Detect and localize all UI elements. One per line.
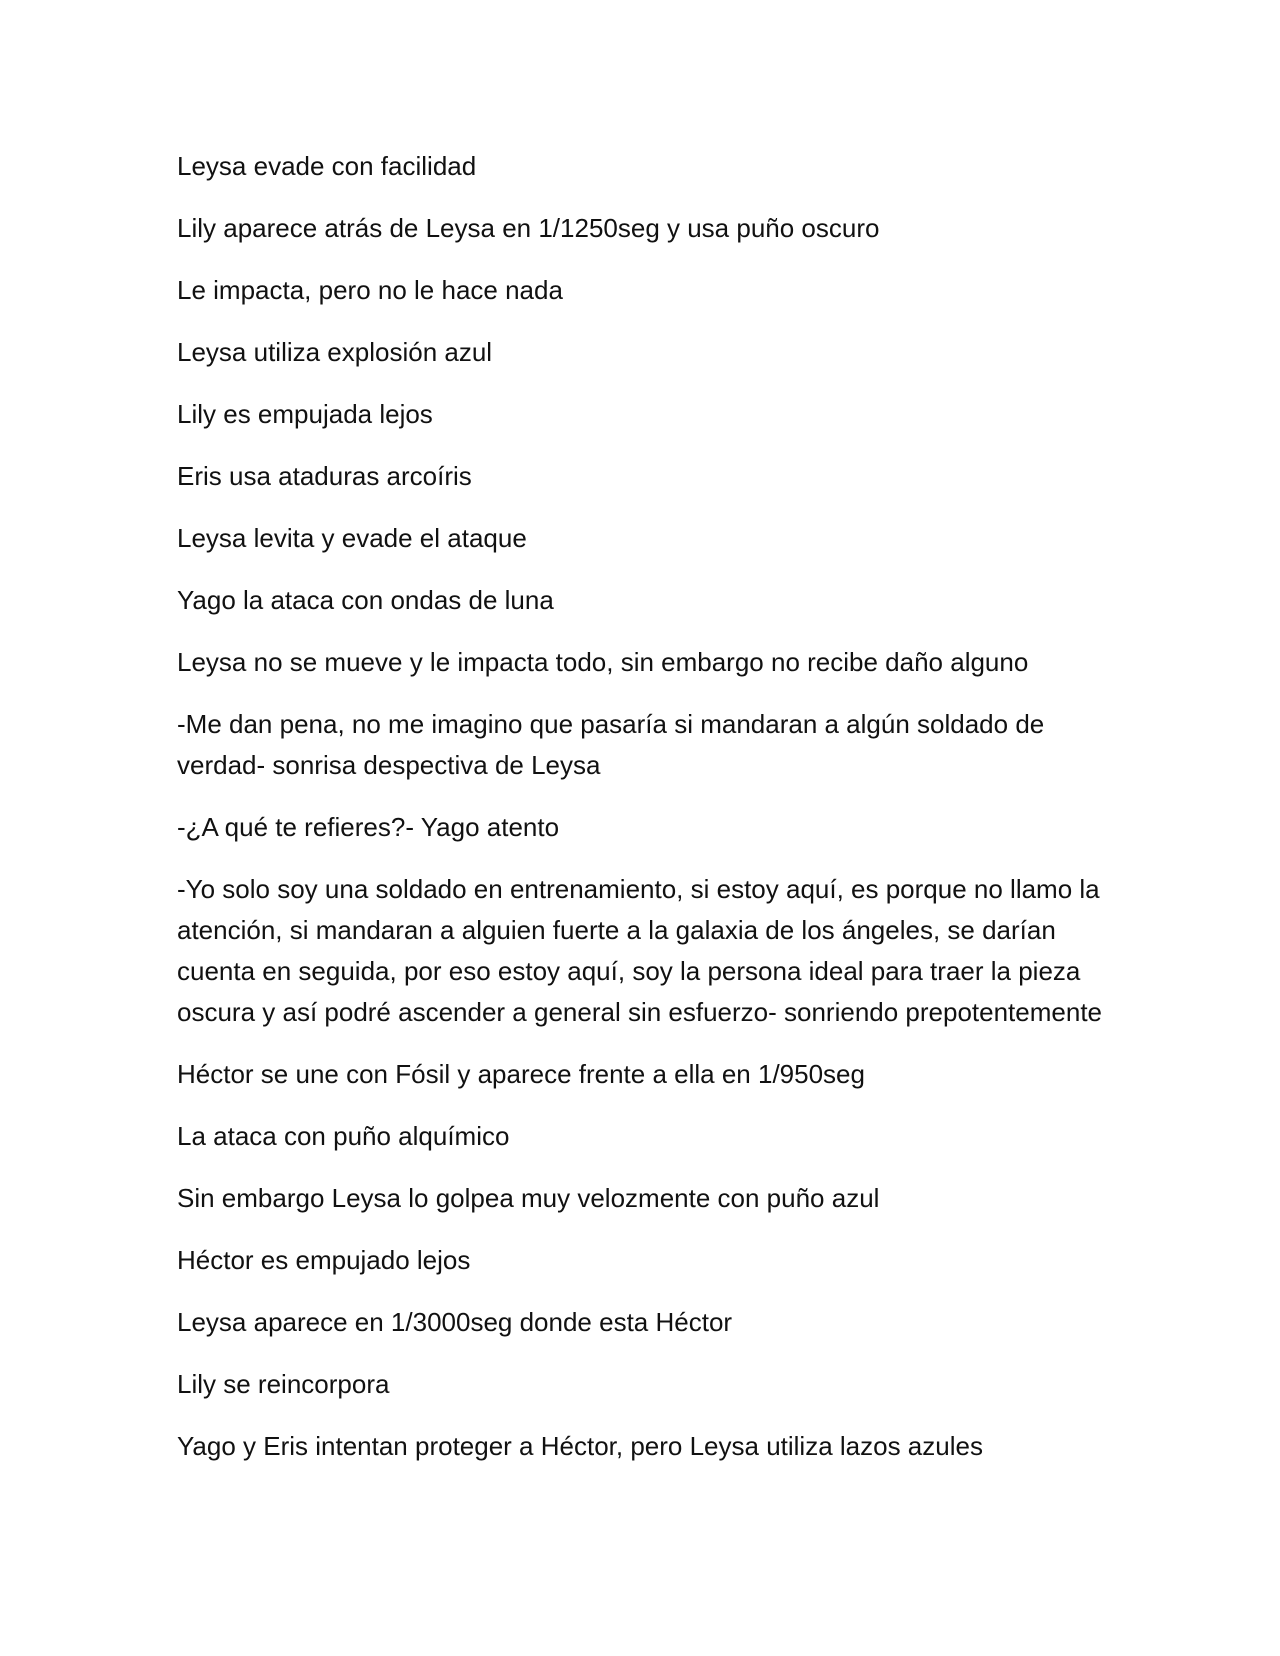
paragraph: Leysa aparece en 1/3000seg donde esta Héctor (177, 1307, 733, 1337)
paragraph: Leysa no se mueve y le impacta todo, sin embargo no recibe daño alguno (177, 647, 1029, 677)
paragraph: Héctor se une con Fósil y aparece frente a ella en 1/950seg (177, 1059, 865, 1089)
paragraph: Eris usa ataduras arcoíris (177, 461, 472, 491)
paragraph: Yago y Eris intentan proteger a Héctor, pero Leysa utiliza lazos azules (177, 1431, 983, 1461)
paragraph: Leysa levita y evade el ataque (177, 523, 527, 553)
paragraph: Leysa evade con facilidad (177, 151, 477, 181)
paragraph: Sin embargo Leysa lo golpea muy velozmente con puño azul (177, 1183, 880, 1213)
paragraph: La ataca con puño alquímico (177, 1121, 510, 1151)
paragraph: -¿A qué te refieres?- Yago atento (177, 812, 560, 842)
document-body (177, 146, 1107, 1488)
paragraph: Leysa utiliza explosión azul (177, 337, 493, 367)
paragraph: -Me dan pena, no me imagino que pasaría si mandaran a algún soldado de verdad- sonrisa despectiva de Leysa (177, 709, 1045, 780)
paragraph: Lily se reincorpora (177, 1369, 390, 1399)
paragraph: Le impacta, pero no le hace nada (177, 275, 563, 305)
paragraph: Lily es empujada lejos (177, 399, 433, 429)
paragraph: Yago la ataca con ondas de luna (177, 585, 554, 615)
paragraph: Lily aparece atrás de Leysa en 1/1250seg y usa puño oscuro (177, 213, 880, 243)
paragraph: -Yo solo soy una soldado en entrenamiento, si estoy aquí, es porque no llamo la atención, si mandaran a alguien fuerte a la galaxia de los ángeles, se darían cuenta en seguida, por eso estoy aquí, soy la persona ideal para traer la pieza oscura y así podré ascender a general sin esfuerzo- sonriendo prepotentemente (177, 874, 1103, 1027)
paragraph: Héctor es empujado lejos (177, 1245, 471, 1275)
